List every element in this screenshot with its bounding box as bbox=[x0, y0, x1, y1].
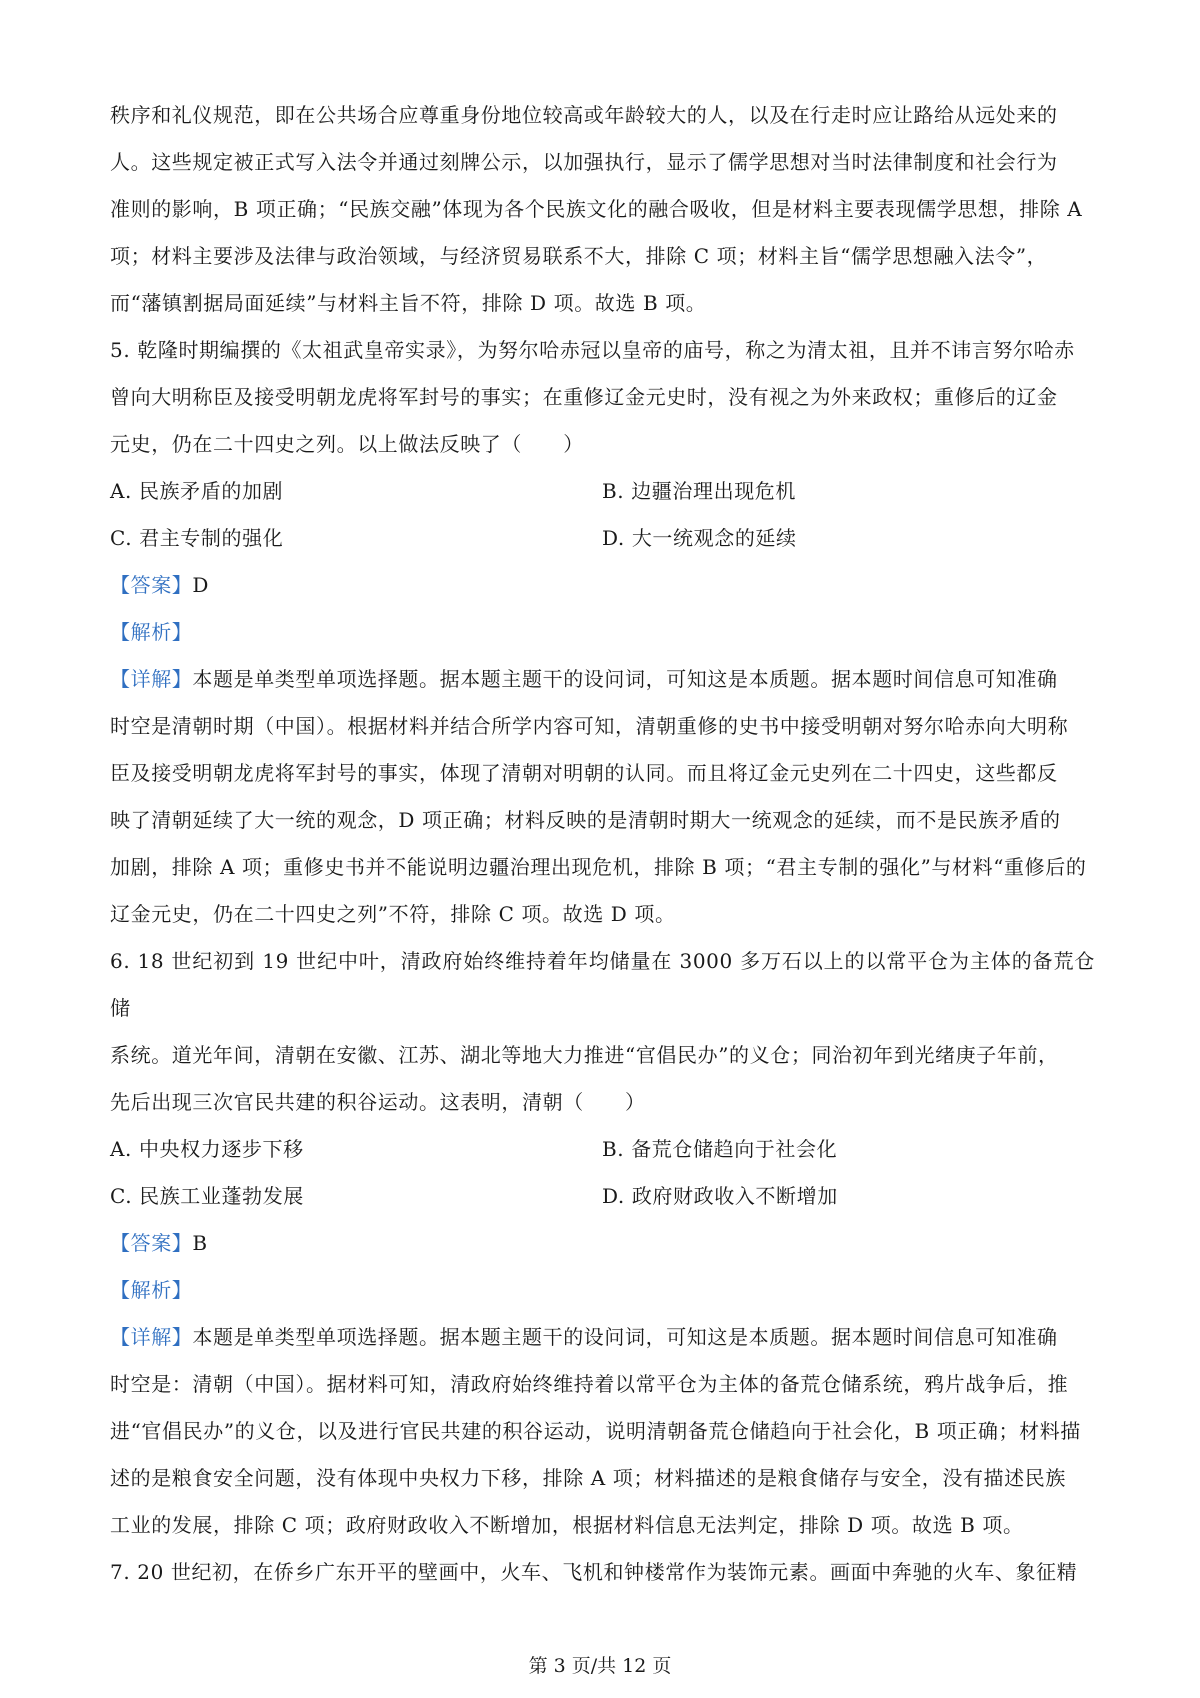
detail-text: 本题是单类型单项选择题。据本题主题干的设问词，可知这是本质题。据本题时间信息可知准确 bbox=[192, 667, 1058, 691]
detail-text: 本题是单类型单项选择题。据本题主题干的设问词，可知这是本质题。据本题时间信息可知准确 bbox=[192, 1325, 1058, 1349]
detail-line: 臣及接受明朝龙虎将军封号的事实，体现了清朝对明朝的认同。而且将辽金元史列在二十四史，这些都反 bbox=[110, 761, 1058, 785]
detail-line: 映了清朝延续了大一统的观念，D 项正确；材料反映的是清朝时期大一统观念的延续，而不是民族矛盾的 bbox=[110, 808, 1061, 832]
answer-tag: 【答案】 bbox=[110, 1231, 193, 1255]
detail-line: 时空是：清朝（中国）。据材料可知，清政府始终维持着以常平仓为主体的备荒仓储系统，鸦片战争后，推 bbox=[110, 1372, 1069, 1396]
option-b: B. 边疆治理出现危机 bbox=[602, 479, 797, 503]
analysis-tag: 【解析】 bbox=[110, 1278, 193, 1302]
answer-value: D bbox=[192, 573, 210, 597]
question-stem-line: 元史，仍在二十四史之列。以上做法反映了（ ） bbox=[110, 432, 584, 456]
question-stem-line: 5. 乾隆时期编撰的《太祖武皇帝实录》，为努尔哈赤冠以皇帝的庙号，称之为清太祖，且并不讳言努尔哈赤 bbox=[110, 338, 1075, 362]
page-footer: 第 3 页/共 12 页 bbox=[528, 1655, 672, 1677]
answer-line bbox=[110, 562, 1095, 609]
question-stem-line: 7. 20 世纪初，在侨乡广东开平的壁画中，火车、飞机和钟楼常作为装饰元素。画面中奔驰的火车、象征精 bbox=[110, 1560, 1078, 1584]
detail-line bbox=[110, 1314, 1095, 1361]
previous-answer-continuation bbox=[110, 92, 1095, 327]
options-list bbox=[110, 468, 1095, 562]
answer-line bbox=[110, 1220, 1095, 1267]
option-a: A. 中央权力逐步下移 bbox=[110, 1137, 304, 1161]
detail-line: 时空是清朝时期（中国）。根据材料并结合所学内容可知，清朝重修的史书中接受明朝对努尔哈赤向大明称 bbox=[110, 714, 1069, 738]
question-stem-line: 6. 18 世纪初到 19 世纪中叶，清政府始终维持着年均储量在 3000 多万石以上的以常平仓为主体的备荒仓储 bbox=[110, 949, 1095, 1020]
options-list bbox=[110, 1126, 1095, 1220]
detail-line: 进“官倡民办”的义仓，以及进行官民共建的积谷运动，说明清朝备荒仓储趋向于社会化，B 项正确；材料描 bbox=[110, 1419, 1081, 1443]
text-line: 秩序和礼仪规范，即在公共场合应尊重身份地位较高或年龄较大的人，以及在行走时应让路给从远处来的 bbox=[110, 103, 1058, 127]
question-stem-line: 先后出现三次官民共建的积谷运动。这表明，清朝（ ） bbox=[110, 1090, 646, 1114]
question-stem-line: 曾向大明称臣及接受明朝龙虎将军封号的事实；在重修辽金元史时，没有视之为外来政权；重修后的辽金 bbox=[110, 385, 1058, 409]
question-5 bbox=[110, 327, 1095, 938]
answer-value: B bbox=[192, 1231, 208, 1255]
option-d: D. 大一统观念的延续 bbox=[602, 526, 797, 550]
question-stem-line: 系统。道光年间，清朝在安徽、江苏、湖北等地大力推进“官倡民办”的义仓；同治初年到光绪庚子年前， bbox=[110, 1043, 1059, 1067]
question-7 bbox=[110, 1549, 1095, 1596]
answer-tag: 【答案】 bbox=[110, 573, 193, 597]
detail-line: 加剧，排除 A 项；重修史书并不能说明边疆治理出现危机，排除 B 项；“君主专制的强化”与材料“重修后的 bbox=[110, 855, 1087, 879]
detail-line: 辽金元史，仍在二十四史之列”不符，排除 C 项。故选 D 项。 bbox=[110, 902, 676, 926]
text-line: 而“藩镇割据局面延续”与材料主旨不符，排除 D 项。故选 B 项。 bbox=[110, 291, 707, 315]
option-b: B. 备荒仓储趋向于社会化 bbox=[602, 1137, 838, 1161]
document-body bbox=[110, 92, 1095, 1596]
detail-line: 述的是粮食安全问题，没有体现中央权力下移，排除 A 项；材料描述的是粮食储存与安全，没有描述民族 bbox=[110, 1466, 1066, 1490]
text-line: 准则的影响，B 项正确；“民族交融”体现为各个民族文化的融合吸收，但是材料主要表现儒学思想，排除 A bbox=[110, 197, 1083, 221]
detail-tag: 【详解】 bbox=[110, 667, 193, 691]
detail-tag: 【详解】 bbox=[110, 1325, 193, 1349]
option-c: C. 民族工业蓬勃发展 bbox=[110, 1184, 304, 1208]
question-6 bbox=[110, 938, 1095, 1549]
detail-line: 工业的发展，排除 C 项；政府财政收入不断增加，根据材料信息无法判定，排除 D 项。故选 B 项。 bbox=[110, 1513, 1024, 1537]
option-a: A. 民族矛盾的加剧 bbox=[110, 479, 284, 503]
detail-line bbox=[110, 656, 1095, 703]
option-c: C. 君主专制的强化 bbox=[110, 526, 284, 550]
text-line: 项；材料主要涉及法律与政治领域，与经济贸易联系不大，排除 C 项；材料主旨“儒学思想融入法令”， bbox=[110, 244, 1048, 268]
text-line: 人。这些规定被正式写入法令并通过刻牌公示，以加强执行，显示了儒学思想对当时法律制度和社会行为 bbox=[110, 150, 1058, 174]
analysis-tag: 【解析】 bbox=[110, 620, 193, 644]
option-d: D. 政府财政收入不断增加 bbox=[602, 1184, 838, 1208]
